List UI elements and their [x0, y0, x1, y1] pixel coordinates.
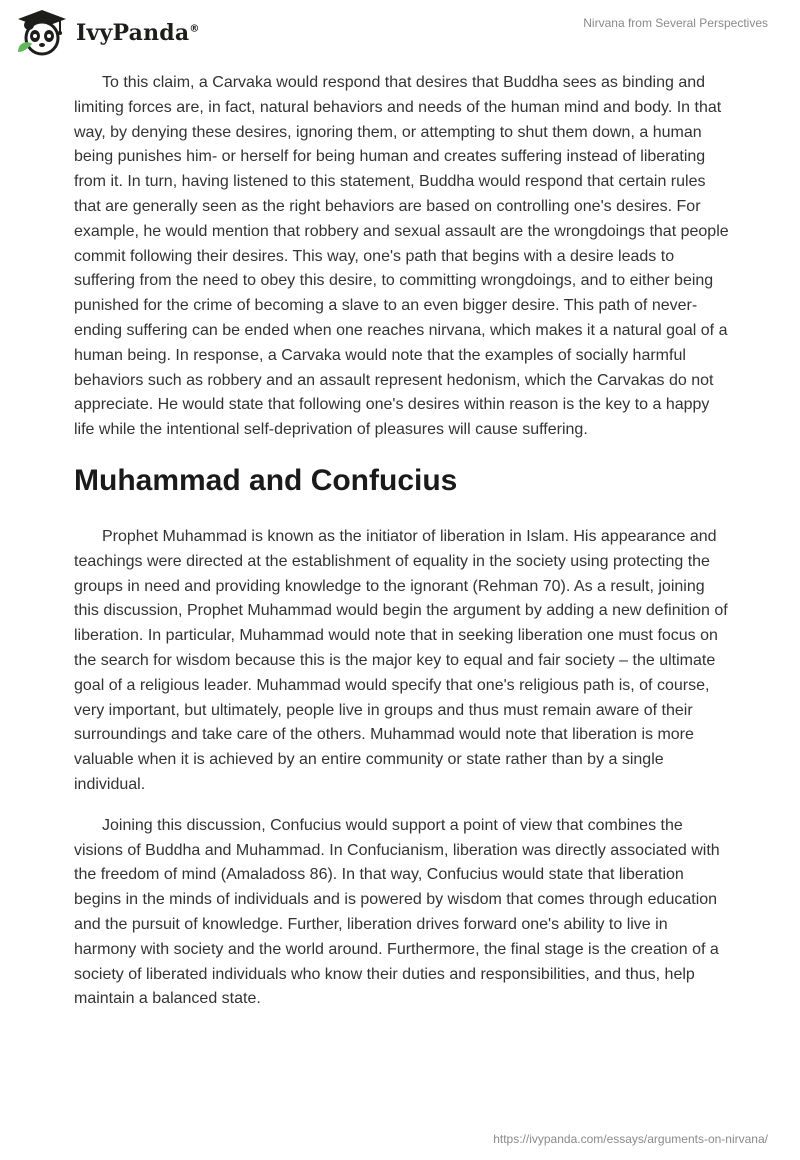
- section-heading: Muhammad and Confucius: [74, 463, 458, 497]
- source-url[interactable]: https://ivypanda.com/essays/arguments-on-nirvana/: [493, 1132, 768, 1146]
- ivypanda-logo[interactable]: [14, 8, 200, 58]
- page-header: [0, 0, 800, 70]
- paragraph: Joining this discussion, Confucius would support a point of view that combines the visions of Buddha and Muhammad. In Confucianism, liberation was directly associated with the freedom of mind (Amaladoss 86). In that way, Confucius would state that liberation begins in the minds of individuals and is powered by wisdom that comes through education and the pursuit of knowledge. Further, liberation drives forward one's ability to live in harmony with society and the world around. Furthermore, the final stage is the creation of a society of liberated individuals who know their duties and responsibilities, and thus, help maintain a balanced state.: [74, 816, 720, 1008]
- essay-content: [74, 71, 729, 1028]
- panda-logo-icon: [14, 8, 70, 58]
- brand-name: IvyPanda®: [76, 20, 200, 46]
- document-title: Nirvana from Several Perspectives: [583, 16, 768, 30]
- paragraph: To this claim, a Carvaka would respond that desires that Buddha sees as binding and limiting forces are, in fact, natural behaviors and needs of the human mind and body. In that way, by denying these desires, ignoring them, or attempting to shut them down, a human being punishes him- or herself for being human and creates suffering instead of liberating from it. In turn, having listened to this statement, Buddha would respond that certain rules that are generally seen as the right behaviors are based on controlling one's desires. For example, he would mention that robbery and sexual assault are the wrongdoings that people commit following their desires. This way, one's path that begins with a desire leads to suffering from the need to obey this desire, to committing wrongdoings, and to either being punished for the crime of becoming a slave to an even bigger desire. This path of never-ending suffering can be ended when one reaches nirvana, which makes it a natural goal of a human being. In response, a Carvaka would note that the examples of socially harmful behaviors such as robbery and an assault represent hedonism, which the Carvakas do not appreciate. He would state that following one's desires within reason is the key to a happy life while the intentional self-deprivation of pleasures will cause suffering.: [74, 74, 729, 439]
- paragraph: Prophet Muhammad is known as the initiator of liberation in Islam. His appearance and teachings were directed at the establishment of equality in the society using protecting the groups in need and providing knowledge to the ignorant (Rehman 70). As a result, joining this discussion, Prophet Muhammad would begin the argument by adding a new definition of liberation. In particular, Muhammad would note that in seeking liberation one must focus on the search for wisdom because this is the major key to equal and fair society – the ultimate goal of a religious leader. Muhammad would specify that one's religious path is, of course, very important, but ultimately, people live in groups and thus must remain aware of their surroundings and take care of the others. Muhammad would note that liberation is more valuable when it is achieved by an entire community or state rather than by a single individual.: [74, 527, 728, 793]
